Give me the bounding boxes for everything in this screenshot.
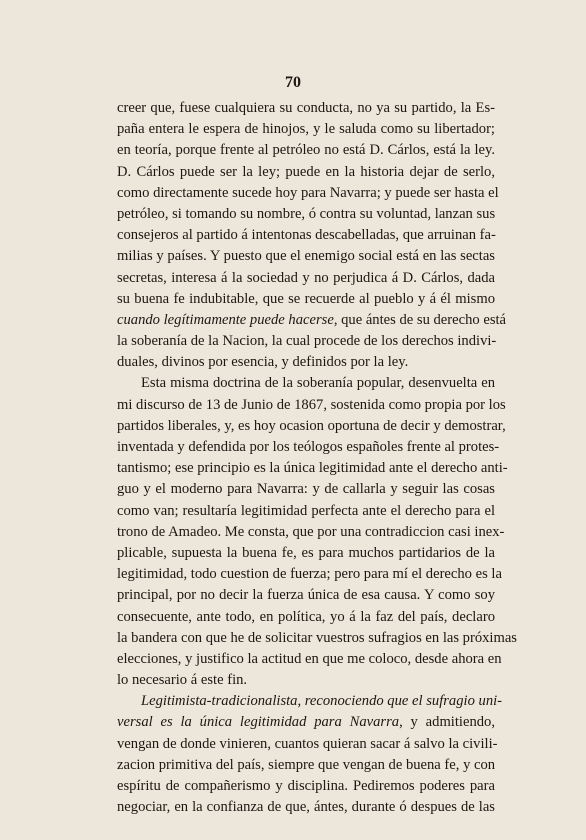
text-line — [117, 204, 495, 225]
text-line — [117, 691, 503, 712]
line-text: principal, por no decir la fuerza única de esa causa. Y como soy — [117, 587, 495, 604]
text-line — [117, 776, 495, 797]
line-text: legitimidad, todo cuestion de fuerza; pero para mí el derecho es la — [117, 566, 502, 583]
text-line — [117, 162, 495, 183]
line-text: Esta misma doctrina de la soberanía popular, desenvuelta en — [141, 375, 495, 392]
line-text: secretas, interesa á la sociedad y no perjudica á D. Cárlos, dada — [117, 269, 495, 286]
text-line — [117, 479, 495, 500]
line-text: partidos liberales, y, es hoy ocasion oportuna de decir y demostrar, — [117, 417, 506, 434]
text-line — [117, 437, 500, 458]
line-text: plicable, supuesta la buena fe, es para muchos partidarios de la — [117, 544, 495, 561]
text-line — [117, 607, 495, 628]
text-line — [117, 564, 502, 585]
line-text: consecuente, ante todo, en política, yo á la faz del país, declaro — [117, 608, 495, 625]
line-text: , y admitiendo, — [399, 714, 495, 731]
text-line — [117, 416, 506, 437]
line-text: vengan de donde vinieren, cuantos quieran sacar á salvo la civili- — [117, 735, 498, 752]
line-text: elecciones, y justifico la actitud en que me coloco, desde ahora en — [117, 650, 502, 667]
text-line — [117, 268, 495, 289]
text-line — [117, 522, 505, 543]
line-text: como directamente sucede hoy para Navarra; y puede ser hasta el — [117, 184, 499, 201]
text-line — [117, 712, 495, 733]
body-text — [117, 98, 517, 818]
line-text: trono de Amadeo. Me consta, que por una contradiccion casi inex- — [117, 523, 505, 540]
text-line — [117, 98, 495, 119]
italic-text: cuando legítimamente puede hacerse — [117, 311, 334, 328]
text-line — [117, 183, 499, 204]
italic-text: Legitimista-tradicionalista, reconociendo que el sufragio uni- — [141, 693, 503, 710]
text-line — [117, 501, 495, 522]
text-line — [117, 331, 495, 352]
text-line — [117, 649, 502, 670]
text-line — [117, 225, 495, 246]
line-text: zacion primitiva del país, siempre que vengan de buena fe, y con — [117, 756, 496, 773]
line-text: en teoría, porque frente al petróleo no está D. Cárlos, está la ley. — [117, 142, 495, 159]
line-text: lo necesario á este fin. — [117, 672, 248, 689]
text-line — [117, 310, 507, 331]
text-line — [117, 395, 506, 416]
line-text: mi discurso de 13 de Junio de 1867, sostenida como propia por los — [117, 396, 506, 413]
text-line — [117, 289, 495, 310]
line-text: inventada y defendida por los teólogos españoles frente al protes- — [117, 439, 500, 455]
text-line — [117, 458, 508, 479]
line-text: la bandera con que he de solicitar vuestros sufragios en las próximas — [117, 629, 517, 646]
text-line — [117, 797, 495, 818]
line-text: , que ántes de su derecho está — [333, 311, 507, 328]
text-line — [117, 755, 495, 776]
text-line — [117, 670, 495, 691]
line-text: su buena fe indubitable, que se recuerde al pueblo y á él mismo — [117, 290, 495, 307]
line-text: la soberanía de la Nacion, la cual procede de los derechos indivi- — [117, 333, 497, 350]
line-text: milias y países. Y puesto que el enemigo social está en las sectas — [117, 248, 495, 265]
text-line — [117, 628, 517, 649]
text-line — [117, 352, 495, 373]
line-text: consejeros al partido á intentonas descabelladas, que arruinan fa- — [117, 227, 496, 244]
text-line — [117, 140, 495, 161]
text-line — [117, 373, 495, 394]
line-text: como van; resultaría legitimidad perfecta ante el derecho para el — [117, 502, 495, 519]
text-line — [117, 585, 495, 606]
line-text: D. Cárlos puede ser la ley; puede en la historia dejar de serlo, — [117, 163, 495, 180]
line-text: paña entera le espera de hinojos, y le saluda como su libertador; — [117, 121, 495, 138]
line-text: guo y el moderno para Navarra: y de callarla y seguir las cosas — [117, 481, 495, 498]
text-line — [117, 543, 495, 564]
line-text: duales, divinos por esencia, y definidos por la ley. — [117, 354, 409, 371]
page-number: 70 — [285, 74, 301, 91]
line-text: negociar, en la confianza de que, ántes, durante ó despues de las — [117, 799, 495, 816]
text-line — [117, 246, 495, 267]
line-text: creer que, fuese cualquiera su conducta, no ya su partido, la Es- — [117, 100, 495, 116]
line-text: tantismo; ese principio es la única legitimidad ante el derecho anti- — [117, 460, 508, 477]
text-line — [117, 734, 498, 755]
line-text: espíritu de compañerismo y disciplina. Pediremos poderes para — [117, 778, 495, 794]
text-line — [117, 119, 495, 140]
italic-text: versal es la única legitimidad para Navarra — [117, 714, 400, 731]
line-text: petróleo, si tomando su nombre, ó contra su voluntad, lanzan sus — [117, 205, 496, 222]
